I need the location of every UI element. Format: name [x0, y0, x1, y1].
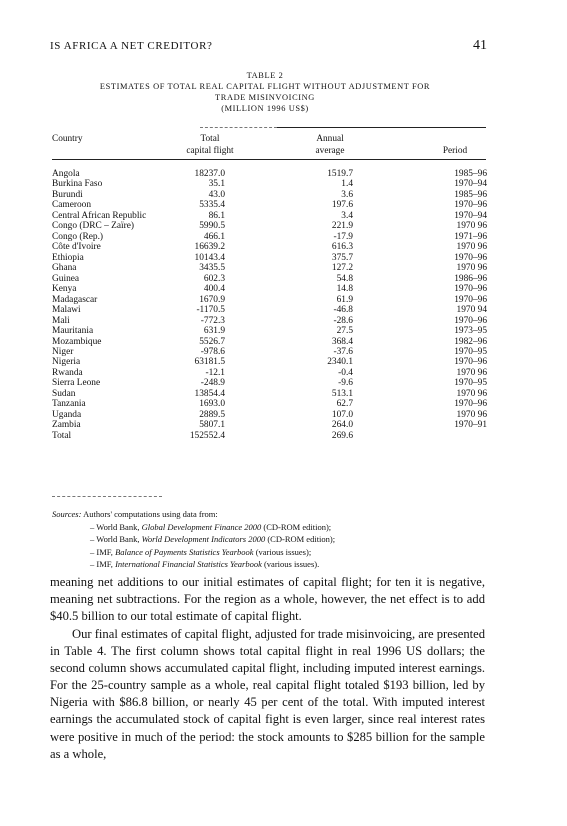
source-title: World Development Indicators 2000	[141, 534, 266, 544]
cell-annual: 1519.7	[327, 169, 353, 179]
column-header-annual-line1: Annual	[316, 134, 344, 144]
cell-annual: -17.9	[333, 231, 353, 242]
cell-period: 1970 96	[456, 242, 487, 253]
table-row	[0, 295, 567, 305]
source-item	[52, 533, 335, 546]
cell-total: 5990.5	[199, 221, 225, 232]
table-body	[0, 169, 567, 441]
source-item	[52, 521, 335, 534]
cell-total: 2889.5	[199, 409, 225, 420]
table-row	[0, 263, 567, 273]
table-top-rule	[277, 127, 486, 128]
source-suffix: (CD-ROM edition);	[265, 534, 336, 544]
cell-country: Mozambique	[52, 336, 102, 347]
source-item	[52, 558, 335, 571]
cell-total: -772.3	[200, 315, 225, 326]
source-prefix: – World Bank,	[90, 521, 142, 532]
cell-total: -248.9	[200, 378, 225, 389]
sources-intro-text: Authors' computations using data from:	[83, 509, 218, 519]
cell-country: Congo (Rep.)	[52, 231, 104, 242]
cell-annual: 107.0	[331, 409, 353, 420]
cell-period: 1970–96	[454, 399, 487, 410]
cell-country: Sierra Leone	[52, 378, 101, 389]
cell-total: -1170.5	[196, 305, 225, 316]
cell-period: 1970–96	[454, 294, 487, 305]
table-row	[0, 389, 567, 399]
table-row	[0, 221, 567, 231]
cell-country: Guinea	[52, 273, 80, 284]
cell-country: Rwanda	[52, 367, 83, 378]
table-number: TABLE 2	[246, 71, 284, 80]
cell-period: 1970–95	[454, 378, 487, 389]
table-row	[0, 232, 567, 242]
cell-country: Cameroon	[52, 200, 92, 211]
cell-annual: -37.6	[333, 346, 353, 357]
cell-period: 1985–96	[454, 169, 487, 179]
cell-country: Côte d'Ivoire	[52, 242, 101, 253]
sources-intro	[52, 508, 335, 521]
source-title: Balance of Payments Statistics Yearbook	[115, 546, 254, 557]
running-head: IS AFRICA A NET CREDITOR?	[50, 40, 213, 52]
cell-total: 5526.7	[199, 336, 225, 347]
cell-country: Kenya	[52, 284, 77, 295]
table-row	[0, 169, 567, 179]
cell-country: Mali	[52, 315, 70, 326]
body-paragraph-2	[50, 626, 485, 763]
cell-country: Total	[52, 430, 72, 441]
paragraph-text: Our final estimates of capital flight, adjusted for trade misinvoicing, are presented in Table 4. The first column shows total capital flight in real 1996 US dollars; the second column shows accumulated capital flight, including imputed interest earnings. For the 25-country sample as a whole, real capital flight totaled $193 billion, led by Nigeria with $86.8 billion, or nearly 45 per cent of the total. With imputed interest earnings the accumulated stock of capital fight is even larger, since real interest rates were positive in much of the period: the stock amounts to $285 billion for the sample as a whole,	[50, 627, 486, 761]
cell-period: 1971–96	[454, 231, 487, 242]
cell-total: 86.1	[208, 210, 225, 221]
cell-period: 1970 96	[456, 221, 487, 232]
column-header-period: Period	[442, 146, 468, 156]
cell-country: Central African Republic	[52, 210, 147, 221]
cell-country: Burkina Faso	[52, 179, 103, 190]
column-header-annual-line2: average	[315, 146, 345, 156]
cell-country: Madagascar	[52, 294, 98, 305]
cell-annual: -46.8	[333, 305, 353, 316]
table-row	[0, 305, 567, 315]
header-rule	[52, 159, 486, 160]
cell-period: 1970–94	[454, 179, 487, 190]
source-prefix: – IMF,	[90, 546, 116, 557]
cell-annual: 27.5	[336, 326, 353, 337]
cell-country: Tanzania	[52, 399, 86, 410]
source-title: International Financial Statistics Yearbook	[115, 559, 262, 569]
table-row	[0, 337, 567, 347]
cell-total: 1693.0	[199, 399, 225, 410]
cell-annual: 3.4	[341, 210, 353, 221]
table-row	[0, 378, 567, 388]
column-header-annual	[300, 133, 360, 157]
cell-period: 1970 96	[456, 409, 487, 420]
cell-total: 10143.4	[194, 252, 225, 263]
cell-period: 1970–96	[454, 315, 487, 326]
cell-country: Congo (DRC – Zaïre)	[52, 221, 135, 232]
cell-annual: 14.8	[336, 284, 353, 295]
cell-annual: 197.6	[331, 200, 353, 211]
cell-period: 1970 96	[456, 367, 487, 378]
table-row	[0, 284, 567, 294]
table-row	[0, 347, 567, 357]
cell-period: 1970–96	[454, 252, 487, 263]
table-row	[0, 316, 567, 326]
table-row	[0, 274, 567, 284]
table-title: ESTIMATES OF TOTAL REAL CAPITAL FLIGHT WITHOUT ADJUSTMENT FOR	[99, 82, 431, 91]
cell-total: 13854.4	[194, 388, 225, 399]
cell-country: Angola	[52, 169, 80, 179]
source-suffix: (CD-ROM edition);	[261, 521, 332, 532]
cell-total: -12.1	[205, 367, 225, 378]
cell-annual: 127.2	[331, 263, 353, 274]
page-header	[50, 40, 487, 56]
cell-total: 602.3	[203, 273, 225, 284]
cell-country: Niger	[52, 346, 74, 357]
cell-total: 1670.9	[199, 294, 225, 305]
cell-annual: -28.6	[333, 315, 353, 326]
source-item	[52, 546, 335, 559]
source-suffix: (various issues);	[253, 546, 312, 557]
table-title-line2: TRADE MISINVOICING	[215, 93, 315, 102]
table-row	[0, 190, 567, 200]
cell-period: 1973–95	[454, 326, 487, 337]
table-row	[0, 420, 567, 430]
cell-period: 1970–91	[454, 420, 487, 431]
table-units: (MILLION 1996 US$)	[221, 104, 309, 113]
table-row	[0, 200, 567, 210]
cell-total: 16639.2	[194, 242, 225, 253]
table-sources	[52, 508, 335, 571]
cell-total: 35.1	[208, 179, 225, 190]
cell-period: 1970 94	[456, 305, 487, 316]
body-paragraph-1	[50, 574, 485, 625]
sources-label: Sources:	[52, 509, 82, 519]
cell-country: Nigeria	[52, 357, 81, 368]
cell-annual: 3.6	[341, 189, 353, 200]
cell-annual: 2340.1	[327, 357, 353, 368]
column-header-country: Country	[52, 134, 83, 144]
paragraph-text: meaning net additions to our initial estimates of capital flight; for ten it is negative, meaning net subtractions. For the region as a whole, however, the net effect is to add $40.5 billion to our total estimate of capital flight.	[50, 575, 485, 624]
cell-annual: 221.9	[331, 221, 353, 232]
table-row	[0, 410, 567, 420]
cell-total: 18237.0	[194, 169, 225, 179]
cell-country: Zambia	[52, 420, 81, 431]
cell-period: 1970–96	[454, 284, 487, 295]
table-row	[0, 399, 567, 409]
cell-country: Burundi	[52, 189, 83, 200]
cell-annual: 375.7	[331, 252, 353, 263]
cell-annual: 269.6	[331, 430, 353, 441]
table-top-rule-short	[200, 127, 277, 128]
cell-annual: 264.0	[331, 420, 353, 431]
table-row	[0, 179, 567, 189]
cell-country: Ghana	[52, 263, 77, 274]
cell-annual: 368.4	[331, 336, 353, 347]
table-bottom-rule	[52, 496, 162, 497]
table-row	[0, 368, 567, 378]
source-suffix: (various issues).	[261, 559, 320, 569]
source-prefix: – World Bank,	[90, 534, 142, 544]
cell-annual: -0.4	[338, 367, 353, 378]
sources-list	[52, 521, 335, 571]
cell-total: 3435.5	[199, 263, 225, 274]
table-row	[0, 326, 567, 336]
cell-total: 400.4	[203, 284, 225, 295]
source-prefix: – IMF,	[90, 559, 116, 569]
cell-period: 1970 96	[456, 263, 487, 274]
cell-country: Sudan	[52, 388, 76, 399]
column-header-total-line2: capital flight	[186, 146, 234, 156]
cell-period: 1970–96	[454, 200, 487, 211]
table-row	[0, 357, 567, 367]
cell-period: 1986–96	[454, 273, 487, 284]
cell-period: 1985–96	[454, 189, 487, 200]
table-row	[0, 211, 567, 221]
table-total-row	[0, 431, 567, 441]
cell-annual: 61.9	[336, 294, 353, 305]
cell-total: 63181.5	[194, 357, 225, 368]
cell-annual: -9.6	[338, 378, 353, 389]
cell-total: 152552.4	[189, 430, 225, 441]
column-header-total	[170, 133, 250, 157]
cell-total: 5335.4	[199, 200, 225, 211]
cell-annual: 54.8	[336, 273, 353, 284]
table-row	[0, 253, 567, 263]
cell-total: 466.1	[203, 231, 225, 242]
cell-period: 1970–96	[454, 357, 487, 368]
page-number: 41	[473, 38, 487, 53]
cell-annual: 513.1	[331, 388, 353, 399]
cell-total: 5807.1	[199, 420, 225, 431]
cell-annual: 616.3	[331, 242, 353, 253]
cell-country: Uganda	[52, 409, 82, 420]
cell-country: Malawi	[52, 305, 81, 316]
cell-period: 1982–96	[454, 336, 487, 347]
cell-annual: 62.7	[336, 399, 353, 410]
cell-period: 1970 96	[456, 388, 487, 399]
cell-total: -978.6	[200, 346, 225, 357]
table-row	[0, 242, 567, 252]
cell-total: 631.9	[203, 326, 225, 337]
cell-annual: 1.4	[341, 179, 353, 190]
cell-country: Ethiopia	[52, 252, 84, 263]
column-header-total-line1: Total	[200, 134, 220, 144]
cell-country: Mauritania	[52, 326, 94, 337]
source-title: Global Development Finance 2000	[141, 521, 262, 532]
cell-period: 1970–94	[454, 210, 487, 221]
cell-period: 1970–95	[454, 346, 487, 357]
cell-total: 43.0	[208, 189, 225, 200]
